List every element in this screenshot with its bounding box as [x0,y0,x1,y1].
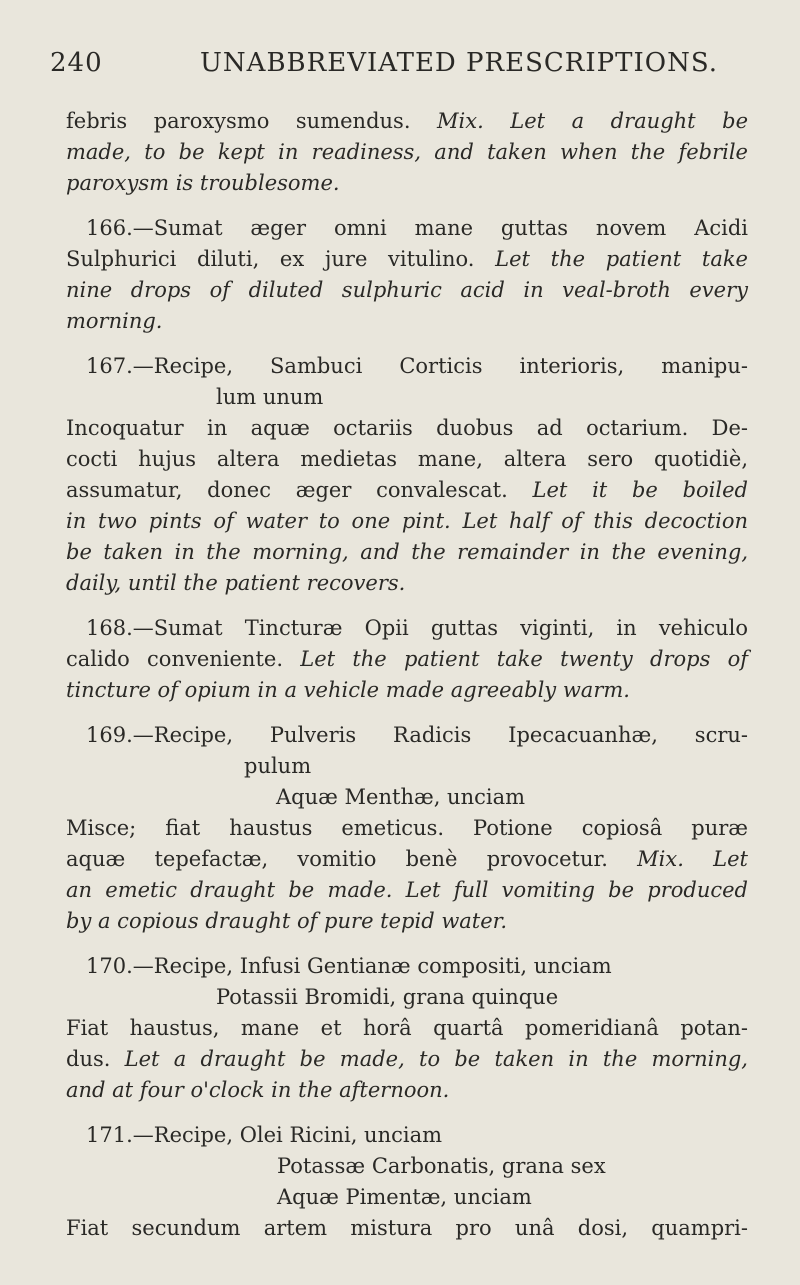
text-line [66,275,748,306]
text-line [66,906,748,937]
text-line [66,244,748,275]
page-number: 240 [50,48,103,78]
latin-text: 169.—Recipe, Pulveris Radicis Ipecacuanhæ, scru- [86,723,748,747]
latin-text: 166.—Sumat æger omni mane guttas novem Acidi [86,216,748,240]
latin-text: Misce; fiat haustus emeticus. Potione copiosâ puræ [66,816,748,840]
english-translation: nine drops of diluted sulphuric acid in veal-broth every [66,278,748,302]
english-translation: be taken in the morning, and the remainder in the evening, [66,540,748,564]
paragraph-gap [66,199,748,213]
paragraph-gap [66,599,748,613]
text-line [66,413,748,444]
latin-text: aquæ tepefactæ, vomitio benè provocetur. [66,847,638,871]
text-line [66,875,748,906]
latin-text: lum unum [216,385,324,409]
text-line [66,1013,748,1044]
page-body [66,106,748,1244]
text-line [66,1044,748,1075]
page-header [50,40,770,88]
english-translation: in two pints of water to one pint. Let half of this decoction [66,509,748,533]
text-line [66,444,748,475]
paragraph-gap [66,937,748,951]
text-line [66,720,748,751]
text-line [66,613,748,644]
text-line [66,537,748,568]
latin-text: Aquæ Pimentæ, unciam [277,1185,532,1209]
english-translation: Mix. Let [637,847,748,871]
latin-text: Aquæ Menthæ, unciam [276,785,526,809]
english-translation: and at four o'clock in the afternoon. [66,1078,450,1102]
text-line [66,1151,748,1182]
text-line [66,844,748,875]
text-line [66,813,748,844]
text-line [66,675,748,706]
latin-text: calido conveniente. [66,647,301,671]
latin-text: 170.—Recipe, Infusi Gentianæ compositi, unciam [86,954,612,978]
latin-text: febris paroxysmo sumendus. [66,109,438,133]
text-line [66,306,748,337]
english-translation: paroxysm is troublesome. [66,171,340,195]
latin-text: pulum [244,754,312,778]
latin-text: Fiat haustus, mane et horâ quartâ pomeridianâ potan- [66,1016,748,1040]
text-line [66,106,748,137]
latin-text: 168.—Sumat Tincturæ Opii guttas viginti, in vehiculo [86,616,748,640]
text-line [66,506,748,537]
text-line [66,644,748,675]
latin-text: 167.—Recipe, Sambuci Corticis interioris, manipu- [86,354,748,378]
text-line [66,382,748,413]
latin-text: 171.—Recipe, Olei Ricini, unciam [86,1123,443,1147]
latin-text: Potassæ Carbonatis, grana sex [277,1154,606,1178]
latin-text: Potassii Bromidi, grana quinque [216,985,559,1009]
english-translation: Mix. Let a draught be [437,109,748,133]
text-line [66,137,748,168]
text-line [66,1075,748,1106]
text-line [66,568,748,599]
latin-text: Fiat secundum artem mistura pro unâ dosi, quampri- [66,1216,748,1240]
latin-text: Sulphurici diluti, ex jure vitulino. [66,247,496,271]
english-translation: tincture of opium in a vehicle made agreeably warm. [66,678,630,702]
english-translation: Let a draught be made, to be taken in the morning, [124,1047,748,1071]
english-translation: Let the patient take twenty drops of [300,647,749,671]
text-line [66,782,748,813]
english-translation: made, to be kept in readiness, and taken when the febrile [66,140,748,164]
english-translation: daily, until the patient recovers. [66,571,406,595]
text-line [66,168,748,199]
latin-text: assumatur, donec æger convalescat. [66,478,533,502]
latin-text: Incoquatur in aquæ octariis duobus ad octarium. De- [66,416,748,440]
paragraph-gap [66,1106,748,1120]
text-line [66,213,748,244]
english-translation: Let the patient take [495,247,748,271]
latin-text: dus. [66,1047,125,1071]
paragraph-gap [66,337,748,351]
text-line [66,1213,748,1244]
text-line [66,982,748,1013]
text-line [66,1182,748,1213]
text-line [66,1120,748,1151]
english-translation: an emetic draught be made. Let full vomiting be produced [66,878,748,902]
text-line [66,475,748,506]
latin-text: cocti hujus altera medietas mane, altera sero quotidiè, [66,447,748,471]
text-line [66,351,748,382]
running-title: UNABBREVIATED PRESCRIPTIONS. [200,48,718,78]
english-translation: by a copious draught of pure tepid water. [66,909,508,933]
english-translation: Let it be boiled [532,478,748,502]
paragraph-gap [66,706,748,720]
text-line [66,951,748,982]
english-translation: morning. [66,309,163,333]
text-line [66,751,748,782]
